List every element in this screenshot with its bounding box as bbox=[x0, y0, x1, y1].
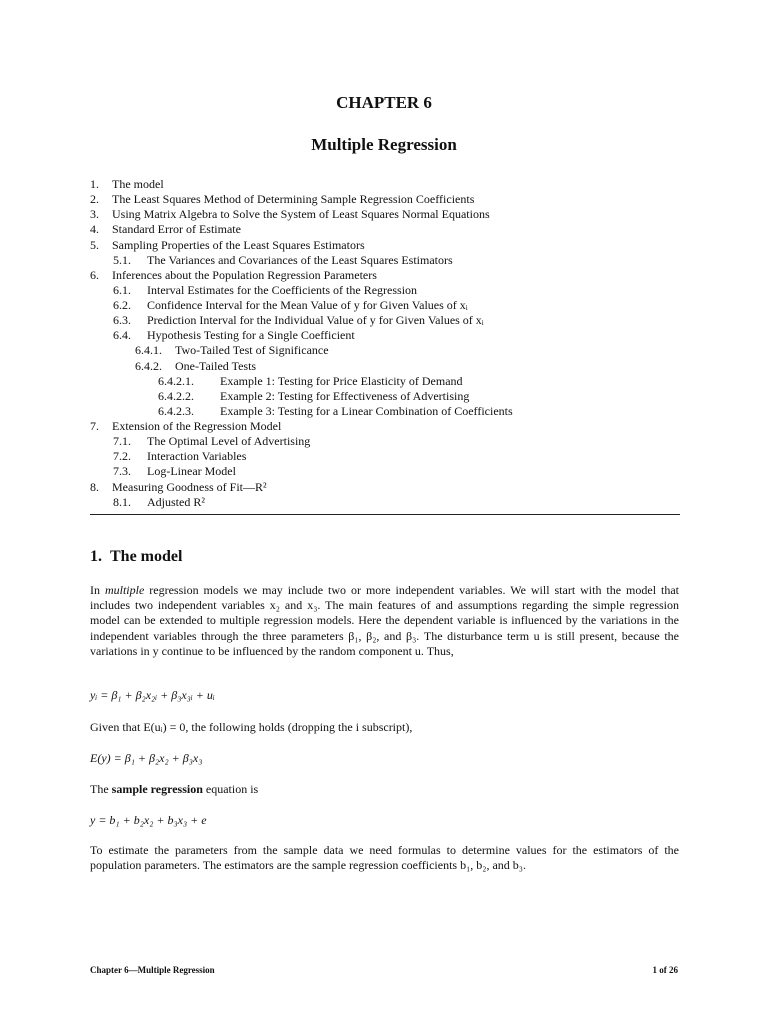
toc-item-number: 6.4.2.3. bbox=[158, 403, 194, 418]
section-number: 1. bbox=[90, 548, 102, 565]
toc-item-number: 6.3. bbox=[113, 313, 131, 328]
toc-item-text: The Variances and Covariances of the Least Squares Estimators bbox=[147, 252, 453, 267]
toc-item bbox=[90, 238, 680, 253]
paragraph-intro-emphasis: multiple bbox=[104, 583, 145, 597]
toc-item bbox=[90, 464, 680, 479]
toc-item bbox=[90, 222, 680, 237]
toc-item bbox=[90, 449, 680, 464]
toc-item-text: Adjusted R² bbox=[147, 494, 205, 509]
toc-item-number: 5. bbox=[90, 237, 99, 252]
toc-item bbox=[90, 495, 680, 510]
toc-item bbox=[90, 177, 680, 192]
toc-item-text: Hypothesis Testing for a Single Coefficient bbox=[147, 328, 355, 343]
toc-item-text: Interaction Variables bbox=[147, 449, 247, 464]
equation-expected-value: E(y) = β₁ + β₂x₂ + β₃x₃ bbox=[90, 751, 203, 765]
equation-population-model: yᵢ = β₁ + β₂x₂ᵢ + β₃x₃ᵢ + uᵢ bbox=[90, 688, 215, 702]
toc-item-text: The Least Squares Method of Determining Sample Regression Coefficients bbox=[112, 192, 475, 207]
toc-item bbox=[90, 343, 680, 358]
paragraph-sample-c: equation is bbox=[202, 782, 259, 796]
chapter-title: Multiple Regression bbox=[311, 135, 457, 154]
toc-item-text: Standard Error of Estimate bbox=[112, 222, 241, 237]
toc-item-number: 6.2. bbox=[113, 298, 131, 312]
toc-item bbox=[90, 313, 680, 328]
toc-item-number: 6.4.1. bbox=[135, 343, 162, 358]
toc-item-number: 6.1. bbox=[113, 282, 131, 297]
toc-item-number: 6.4.2.1. bbox=[158, 373, 194, 388]
section-heading bbox=[90, 548, 182, 566]
toc-item-number: 3. bbox=[90, 207, 99, 222]
toc-item-number: 6.4.2. bbox=[135, 358, 162, 373]
paragraph-estimators: To estimate the parameters from the sample data we need formulas to determine values for the estimators of the population parameters. The estimators are the sample regression coefficients b₁, b₂, and b₃. bbox=[90, 843, 679, 873]
toc-item bbox=[90, 374, 680, 389]
toc-item-number: 7.3. bbox=[113, 464, 131, 479]
toc-item-text: Using Matrix Algebra to Solve the System of Least Squares Normal Equations bbox=[112, 207, 490, 222]
toc-item-text: Example 1: Testing for Price Elasticity of Demand bbox=[220, 373, 463, 388]
paragraph-sample-regression bbox=[90, 782, 679, 797]
toc-item-number: 1. bbox=[90, 177, 99, 191]
toc-item bbox=[90, 192, 680, 207]
toc-item-number: 6.4.2.2. bbox=[158, 388, 194, 403]
paragraph-intro bbox=[90, 583, 679, 659]
paragraph-intro-b: regression models we may include two or more independent variables. We will start with the model that includes two independent variables x₂ and x₃. The main features of and assumptions regarding the simple regression model can be extended to multiple regression models. Here the dependent variable is influenced by the variations in the independent variables through the three parameters β₁, β₂, and β₃. The disturbance term u is still present, because the variations in y continue to be influenced by the random component u. Thus, bbox=[90, 583, 679, 658]
toc-item-text: One-Tailed Tests bbox=[175, 358, 257, 373]
toc-item-number: 4. bbox=[90, 222, 99, 237]
toc-item-number: 7.1. bbox=[113, 434, 131, 449]
toc-item-number: 8. bbox=[90, 479, 99, 494]
toc-item-text: The Optimal Level of Advertising bbox=[147, 434, 311, 449]
toc-item bbox=[90, 328, 680, 343]
toc-item-text: Extension of the Regression Model bbox=[112, 419, 282, 433]
toc-item-number: 6.4. bbox=[113, 328, 131, 343]
toc-item-number: 5.1. bbox=[113, 252, 131, 267]
toc-item-text: Confidence Interval for the Mean Value of y for Given Values of xᵢ bbox=[147, 298, 468, 312]
toc-item bbox=[90, 253, 680, 268]
toc-divider bbox=[90, 514, 680, 515]
toc-item-text: Interval Estimates for the Coefficients of the Regression bbox=[147, 282, 418, 297]
paragraph-given: Given that E(uᵢ) = 0, the following holds (dropping the i subscript), bbox=[90, 720, 413, 734]
toc-item-text: Example 3: Testing for a Linear Combination of Coefficients bbox=[220, 403, 513, 418]
toc-item-text: Inferences about the Population Regression Parameters bbox=[112, 267, 377, 282]
toc-item-text: Two-Tailed Test of Significance bbox=[175, 343, 329, 358]
paragraph-sample-a: The bbox=[90, 782, 112, 796]
toc-item-number: 8.1. bbox=[113, 494, 131, 509]
toc-item bbox=[90, 419, 680, 434]
toc-item-text: Prediction Interval for the Individual Value of y for Given Values of xᵢ bbox=[147, 313, 484, 328]
paragraph-intro-a: In bbox=[90, 583, 105, 597]
toc-item bbox=[90, 207, 680, 222]
footer-chapter: Chapter 6—Multiple Regression bbox=[90, 965, 215, 975]
toc-item bbox=[90, 298, 680, 313]
toc-item-text: Example 2: Testing for Effectiveness of Advertising bbox=[220, 388, 470, 403]
table-of-contents bbox=[90, 177, 680, 510]
toc-item bbox=[90, 389, 680, 404]
toc-item-text: The model bbox=[112, 177, 164, 191]
toc-item bbox=[90, 480, 680, 495]
toc-item-text: Log-Linear Model bbox=[147, 464, 236, 479]
toc-item bbox=[90, 283, 680, 298]
toc-item-text: Sampling Properties of the Least Squares Estimators bbox=[112, 237, 365, 252]
toc-item-text: Measuring Goodness of Fit—R² bbox=[112, 479, 267, 494]
toc-item bbox=[90, 359, 680, 374]
footer-page-number: 1 of 26 bbox=[652, 965, 678, 975]
equation-sample-model: y = b₁ + b₂x₂ + b₃x₃ + e bbox=[90, 813, 207, 827]
toc-item-number: 2. bbox=[90, 192, 99, 207]
toc-item-number: 6. bbox=[90, 267, 99, 282]
toc-item bbox=[90, 268, 680, 283]
section-title: The model bbox=[110, 548, 183, 565]
toc-item-number: 7.2. bbox=[113, 449, 131, 464]
toc-item bbox=[90, 404, 680, 419]
toc-item-number: 7. bbox=[90, 419, 99, 433]
paragraph-sample-bold: sample regression bbox=[111, 782, 203, 796]
chapter-label: CHAPTER 6 bbox=[336, 93, 432, 112]
toc-item bbox=[90, 434, 680, 449]
